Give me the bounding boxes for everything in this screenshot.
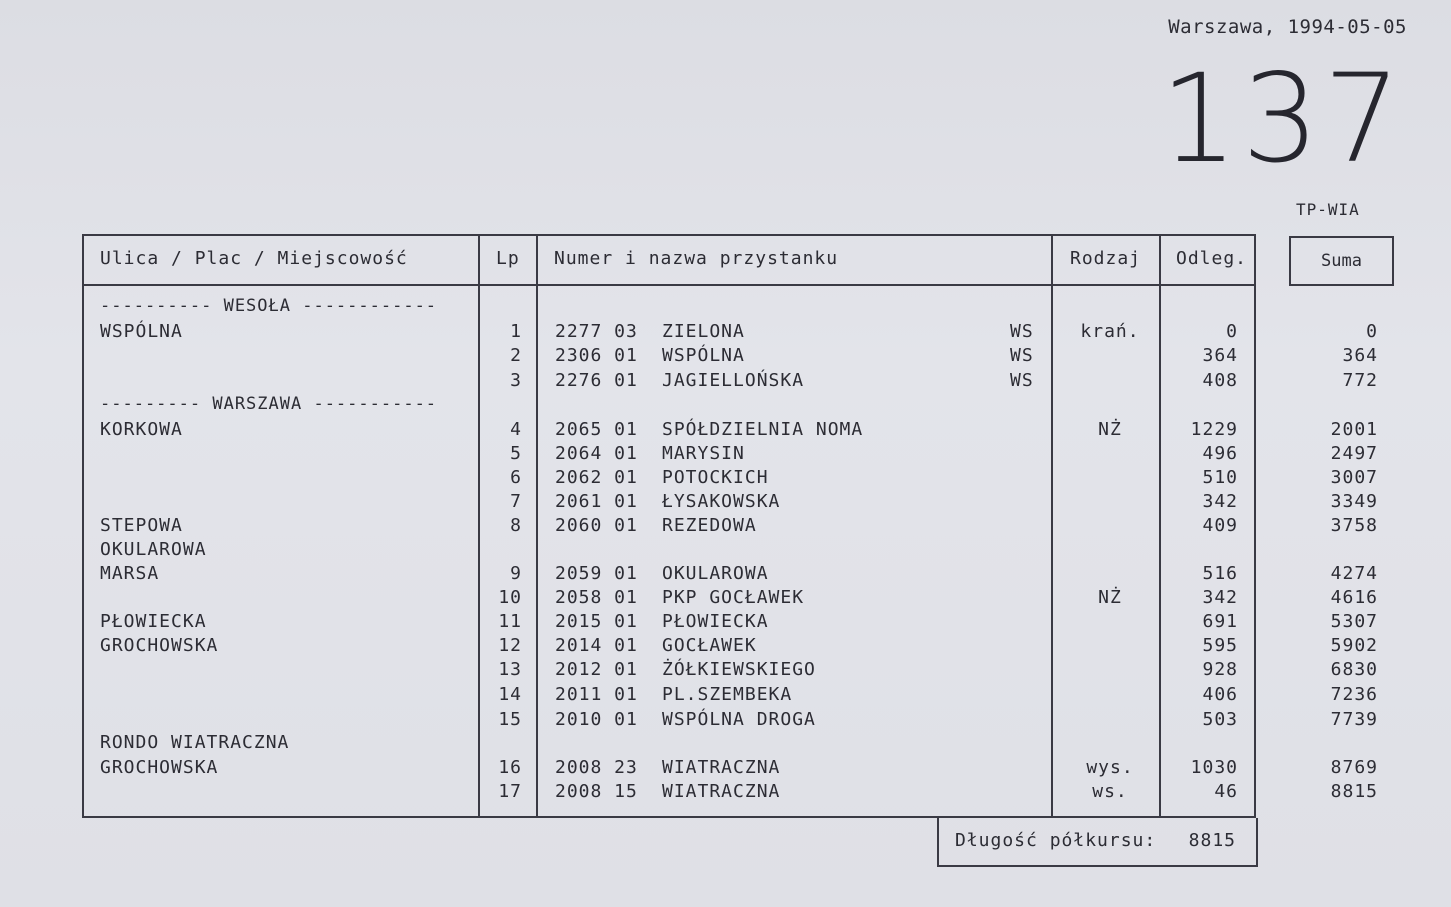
table-row <box>0 611 1451 635</box>
sum-cell: 4616 <box>1330 587 1378 608</box>
kind-cell: NŻ <box>1098 419 1122 440</box>
distance-cell: 496 <box>1202 443 1238 464</box>
street-cell: WSPÓLNA <box>100 321 183 342</box>
distance-cell: 0 <box>1226 321 1238 342</box>
stop-name-cell: MARYSIN <box>662 443 745 464</box>
lp-cell: 15 <box>498 709 522 730</box>
col-header-stop: Numer i nazwa przystanku <box>554 248 839 269</box>
stop-name-cell: SPÓŁDZIELNIA NOMA <box>662 419 864 440</box>
col-header-kind: Rodzaj <box>1070 248 1142 269</box>
stop-number-cell: 2058 01 <box>555 587 638 608</box>
street-cell: PŁOWIECKA <box>100 611 207 632</box>
col-header-street: Ulica / Plac / Miejscowość <box>100 248 408 269</box>
col-header-sum: Suma <box>1289 236 1394 286</box>
table-row <box>0 709 1451 733</box>
table-row <box>0 732 1451 756</box>
stop-number-cell: 2306 01 <box>555 345 638 366</box>
lp-cell: 11 <box>498 611 522 632</box>
street-cell: GROCHOWSKA <box>100 757 219 778</box>
distance-cell: 364 <box>1202 345 1238 366</box>
stop-name-cell: ZIELONA <box>662 321 745 342</box>
lp-cell: 1 <box>510 321 522 342</box>
col-header-lp: Lp <box>496 248 520 269</box>
stop-name-cell: ŻÓŁKIEWSKIEGO <box>662 659 816 680</box>
street-cell: KORKOWA <box>100 419 183 440</box>
header-rule <box>84 284 1254 286</box>
table-row <box>0 491 1451 515</box>
kind-cell: krań. <box>1080 321 1140 342</box>
stop-number-cell: 2064 01 <box>555 443 638 464</box>
distance-cell: 342 <box>1202 491 1238 512</box>
stop-number-cell: 2061 01 <box>555 491 638 512</box>
distance-cell: 510 <box>1202 467 1238 488</box>
stop-number-cell: 2008 15 <box>555 781 638 802</box>
stop-flag-cell: WS <box>1010 345 1034 366</box>
distance-cell: 46 <box>1214 781 1238 802</box>
lp-cell: 6 <box>510 467 522 488</box>
stop-number-cell: 2276 01 <box>555 370 638 391</box>
stop-number-cell: 2011 01 <box>555 684 638 705</box>
sum-cell: 3758 <box>1330 515 1378 536</box>
sum-cell: 2497 <box>1330 443 1378 464</box>
stop-name-cell: OKULAROWA <box>662 563 769 584</box>
table-row <box>0 563 1451 587</box>
stop-name-cell: WSPÓLNA DROGA <box>662 709 816 730</box>
stop-name-cell: POTOCKICH <box>662 467 769 488</box>
lp-cell: 10 <box>498 587 522 608</box>
table-row <box>0 515 1451 539</box>
sum-cell: 7236 <box>1330 684 1378 705</box>
kind-cell: ws. <box>1092 781 1128 802</box>
table-row <box>0 370 1451 394</box>
distance-cell: 406 <box>1202 684 1238 705</box>
table-row <box>0 635 1451 659</box>
lp-cell: 17 <box>498 781 522 802</box>
half-route-length-value: 8815 <box>1188 830 1236 851</box>
distance-cell: 516 <box>1202 563 1238 584</box>
table-row <box>0 419 1451 443</box>
sum-cell: 8815 <box>1330 781 1378 802</box>
table-row <box>0 467 1451 491</box>
distance-cell: 1030 <box>1190 757 1238 778</box>
distance-cell: 691 <box>1202 611 1238 632</box>
lp-cell: 2 <box>510 345 522 366</box>
stop-number-cell: 2015 01 <box>555 611 638 632</box>
town-heading: --------- WARSZAWA ----------- <box>100 394 438 414</box>
kind-cell: wys. <box>1086 757 1134 778</box>
col-header-distance: Odleg. <box>1176 248 1248 269</box>
lp-cell: 13 <box>498 659 522 680</box>
stop-name-cell: GOCŁAWEK <box>662 635 757 656</box>
sum-cell: 5902 <box>1330 635 1378 656</box>
stop-name-cell: REZEDOWA <box>662 515 757 536</box>
street-cell: STEPOWA <box>100 515 183 536</box>
sum-cell: 3349 <box>1330 491 1378 512</box>
sum-cell: 8769 <box>1330 757 1378 778</box>
lp-cell: 3 <box>510 370 522 391</box>
table-row <box>0 659 1451 683</box>
stop-name-cell: PKP GOCŁAWEK <box>662 587 805 608</box>
stop-name-cell: JAGIELLOŃSKA <box>662 370 805 391</box>
table-row <box>0 539 1451 563</box>
distance-cell: 595 <box>1202 635 1238 656</box>
stop-number-cell: 2062 01 <box>555 467 638 488</box>
stop-name-cell: PL.SZEMBEKA <box>662 684 793 705</box>
street-cell: GROCHOWSKA <box>100 635 219 656</box>
sum-cell: 772 <box>1342 370 1378 391</box>
stop-name-cell: ŁYSAKOWSKA <box>662 491 781 512</box>
lp-cell: 16 <box>498 757 522 778</box>
stop-name-cell: WIATRACZNA <box>662 781 781 802</box>
route-number: 137 <box>1160 48 1405 190</box>
print-date: Warszawa, 1994-05-05 <box>1168 16 1407 38</box>
distance-cell: 408 <box>1202 370 1238 391</box>
lp-cell: 8 <box>510 515 522 536</box>
sum-cell: 6830 <box>1330 659 1378 680</box>
stop-name-cell: WSPÓLNA <box>662 345 745 366</box>
stop-number-cell: 2059 01 <box>555 563 638 584</box>
stop-number-cell: 2012 01 <box>555 659 638 680</box>
table-row <box>0 757 1451 781</box>
table-row <box>0 781 1451 805</box>
stop-name-cell: PŁOWIECKA <box>662 611 769 632</box>
sum-cell: 3007 <box>1330 467 1378 488</box>
table-row <box>0 684 1451 708</box>
sum-cell: 7739 <box>1330 709 1378 730</box>
stop-name-cell: WIATRACZNA <box>662 757 781 778</box>
sum-cell: 0 <box>1366 321 1378 342</box>
kind-cell: NŻ <box>1098 587 1122 608</box>
half-route-length-label: Długość półkursu: <box>955 830 1157 851</box>
table-row <box>0 587 1451 611</box>
stop-number-cell: 2060 01 <box>555 515 638 536</box>
route-code: TP-WIA <box>1296 200 1360 219</box>
table-row <box>0 345 1451 369</box>
distance-cell: 503 <box>1202 709 1238 730</box>
lp-cell: 9 <box>510 563 522 584</box>
table-row <box>0 321 1451 345</box>
sum-cell: 5307 <box>1330 611 1378 632</box>
table-row <box>0 443 1451 467</box>
distance-cell: 928 <box>1202 659 1238 680</box>
half-route-length-box <box>937 818 1258 867</box>
lp-cell: 14 <box>498 684 522 705</box>
distance-cell: 1229 <box>1190 419 1238 440</box>
lp-cell: 4 <box>510 419 522 440</box>
street-cell: OKULAROWA <box>100 539 207 560</box>
street-cell: RONDO WIATRACZNA <box>100 732 290 753</box>
stop-number-cell: 2010 01 <box>555 709 638 730</box>
sum-cell: 4274 <box>1330 563 1378 584</box>
stop-number-cell: 2014 01 <box>555 635 638 656</box>
lp-cell: 5 <box>510 443 522 464</box>
stop-number-cell: 2065 01 <box>555 419 638 440</box>
distance-cell: 409 <box>1202 515 1238 536</box>
lp-cell: 7 <box>510 491 522 512</box>
sum-cell: 2001 <box>1330 419 1378 440</box>
stop-number-cell: 2008 23 <box>555 757 638 778</box>
stop-flag-cell: WS <box>1010 321 1034 342</box>
street-cell: MARSA <box>100 563 160 584</box>
stop-flag-cell: WS <box>1010 370 1034 391</box>
sum-cell: 364 <box>1342 345 1378 366</box>
distance-cell: 342 <box>1202 587 1238 608</box>
town-heading: ---------- WESOŁA ------------ <box>100 296 438 316</box>
lp-cell: 12 <box>498 635 522 656</box>
stop-number-cell: 2277 03 <box>555 321 638 342</box>
